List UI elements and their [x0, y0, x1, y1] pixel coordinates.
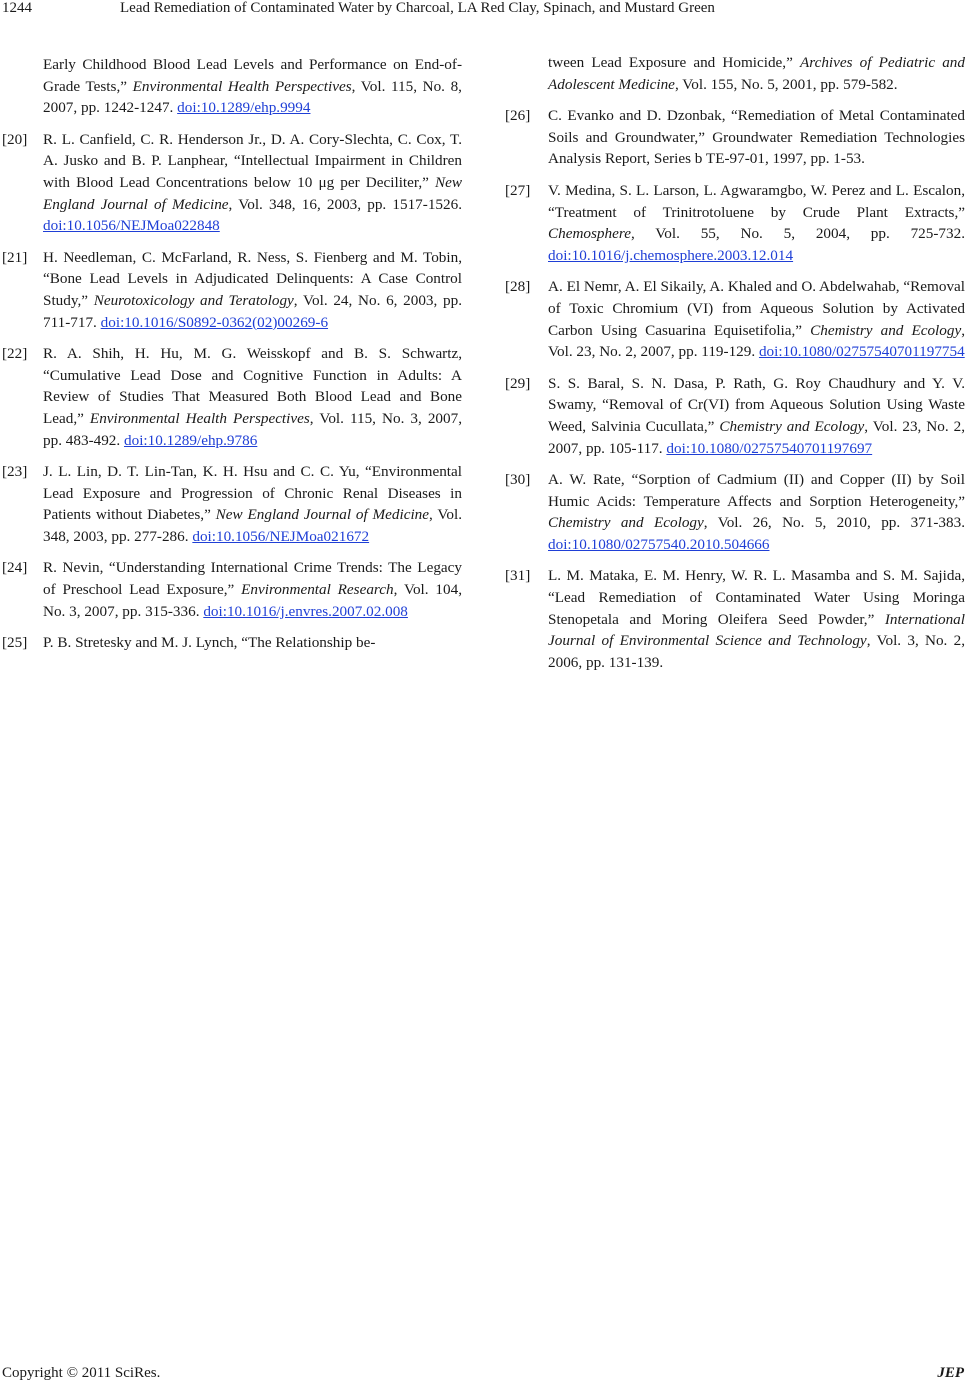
journal-title: Chemistry and Ecology	[548, 514, 704, 532]
doi-link[interactable]: doi:10.1016/j.envres.2007.02.008	[203, 602, 408, 620]
reference-details: , Vol. 115, No. 8, 2007, pp. 1242-1247.	[43, 77, 462, 117]
reference-text	[43, 634, 375, 651]
reference-25	[0, 632, 462, 654]
reference-body: S. S. Baral, S. N. Dasa, P. Rath, G. Roy Chaudhury and Y. V. Swamy, “Removal of Cr(VI) from Aqueous Solution Using Waste Weed, Salvinia Cucullata,”	[548, 374, 965, 435]
doi-link[interactable]: doi:10.1080/02757540701197697	[666, 439, 873, 457]
reference-30	[505, 469, 965, 555]
journal-title: Environmental Health Perspectives	[132, 77, 352, 95]
reference-text	[548, 278, 965, 360]
reference-20	[0, 129, 462, 237]
references-left-column	[0, 54, 462, 664]
reference-27	[505, 180, 965, 266]
doi-link[interactable]: doi:10.1056/NEJMoa022848	[43, 217, 220, 235]
reference-body: Early Childhood Blood Lead Levels and Performance on End-of-Grade Tests,”	[43, 56, 462, 95]
reference-number: [30]	[505, 471, 531, 489]
reference-number: [29]	[505, 374, 531, 392]
journal-title: Environmental Research	[241, 581, 394, 599]
reference-body: R. L. Canfield, C. R. Henderson Jr., D. A. Cory-Slechta, C. Cox, T. A. Jusko and B. P. Lanphear, “Intellectual Impairment in Children with Blood Lead Concentrations below 10 μg per Deciliter,”	[43, 130, 462, 191]
reference-number: [23]	[2, 463, 28, 481]
reference-number: [20]	[2, 130, 28, 148]
reference-text	[43, 249, 462, 331]
reference-text	[43, 559, 462, 619]
reference-details: , Vol. 23, No. 2, 2007, pp. 119-129.	[548, 321, 965, 361]
reference-body: tween Lead Exposure and Homicide,”	[548, 54, 800, 71]
reference-body: R. Nevin, “Understanding International Crime Trends: The Legacy of Preschool Lead Exposure,”	[43, 559, 462, 599]
reference-number: [25]	[2, 634, 28, 652]
reference-body: P. B. Stretesky and M. J. Lynch, “The Relationship be-	[43, 634, 376, 652]
reference-details: , Vol. 104, No. 3, 2007, pp. 315-336.	[43, 581, 462, 620]
journal-title: Chemosphere	[548, 225, 631, 243]
reference-text	[548, 567, 965, 670]
reference-28	[505, 276, 965, 362]
journal-abbreviation: JEP	[937, 1365, 964, 1381]
reference-number: [24]	[2, 559, 28, 577]
reference-text	[548, 107, 965, 167]
references-right-column	[505, 52, 965, 683]
doi-link[interactable]: doi:10.1289/ehp.9786	[124, 431, 258, 449]
journal-title: Neurotoxicology and Teratology	[93, 291, 294, 309]
reference-text	[43, 56, 462, 116]
reference-details: , Vol. 55, No. 5, 2004, pp. 725-732.	[630, 225, 965, 243]
reference-number: [22]	[2, 345, 28, 363]
reference-body: A. W. Rate, “Sorption of Cadmium (II) and Copper (II) by Soil Humic Acids: Temperature Affects and Sorption Heterogeneity,”	[548, 471, 965, 510]
journal-title: Chemistry and Ecology	[810, 321, 962, 339]
copyright-notice: Copyright © 2011 SciRes.	[2, 1365, 161, 1381]
reference-body: C. Evanko and D. Dzonbak, “Remediation of Metal Contaminated Soils and Groundwater,” Groundwater Remediation Technologies Analysis Report, Series b TE-97-01, 1997, pp. 1-53.	[548, 107, 965, 168]
reference-details: , Vol. 115, No. 3, 2007, pp. 483-492.	[43, 409, 462, 449]
reference-24	[0, 557, 462, 622]
doi-link[interactable]: doi:10.1080/02757540701197754	[758, 343, 965, 361]
reference-continued	[505, 52, 965, 95]
reference-text	[43, 463, 462, 545]
reference-text	[548, 182, 965, 264]
journal-title: New England Journal of Medicine	[43, 173, 462, 213]
reference-text	[43, 131, 462, 234]
journal-title: New England Journal of Medicine	[215, 506, 430, 524]
reference-details: , Vol. 348, 16, 2003, pp. 1517-1526.	[228, 195, 462, 213]
reference-details: , Vol. 26, No. 5, 2010, pp. 371-383.	[703, 514, 965, 532]
reference-text	[548, 471, 965, 553]
reference-31	[505, 565, 965, 673]
reference-text	[43, 345, 462, 448]
reference-details: , Vol. 348, 2003, pp. 277-286.	[43, 506, 463, 545]
reference-26	[505, 105, 965, 170]
journal-title: International Journal of Environmental Science and Technology	[548, 610, 965, 650]
reference-body: H. Needleman, C. McFarland, R. Ness, S. Fienberg and M. Tobin, “Bone Lead Levels in Adjudicated Delinquents: A Case Control Study,”	[43, 248, 462, 309]
reference-29	[505, 373, 965, 459]
reference-number: [27]	[505, 181, 531, 199]
journal-title: Archives of Pediatric and Adolescent Medicine	[548, 54, 965, 93]
page-number: 1244	[2, 0, 32, 16]
reference-text	[548, 54, 965, 93]
reference-body: A. El Nemr, A. El Sikaily, A. Khaled and O. Abdelwahab, “Removal of Toxic Chromium (VI) from Aqueous Solution by Activated Carbon Using Casuarina Equisetifolia,”	[548, 278, 965, 339]
doi-link[interactable]: doi:10.1056/NEJMoa021672	[192, 527, 370, 545]
reference-body: J. L. Lin, D. T. Lin-Tan, K. H. Hsu and C. C. Yu, “Environmental Lead Exposure and Progression of Chronic Renal Diseases in Patients without Diabetes,”	[43, 463, 462, 524]
reference-body: L. M. Mataka, E. M. Henry, W. R. L. Masamba and S. M. Sajida, “Lead Remediation of Contaminated Water Using Moringa Stenopetala and Moring Oleifera Seed Powder,”	[548, 567, 965, 628]
doi-link[interactable]: doi:10.1016/j.chemosphere.2003.12.014	[548, 246, 794, 264]
reference-continued	[0, 54, 462, 119]
reference-number: [28]	[505, 278, 531, 296]
journal-title: Chemistry and Ecology	[719, 417, 865, 435]
reference-details: , Vol. 23, No. 2, 2007, pp. 105-117.	[548, 417, 966, 457]
reference-number: [21]	[2, 248, 28, 266]
reference-body: R. A. Shih, H. Hu, M. G. Weisskopf and B. S. Schwartz, “Cumulative Lead Dose and Cognitive Function in Adults: A Review of Studies That Measured Both Blood Lead and Bone Lead,”	[43, 345, 462, 427]
reference-22	[0, 343, 462, 451]
doi-link[interactable]: doi:10.1289/ehp.9994	[177, 99, 311, 117]
reference-details: , Vol. 24, No. 6, 2003, pp. 711-717.	[43, 291, 463, 331]
running-title: Lead Remediation of Contaminated Water by Charcoal, LA Red Clay, Spinach, and Mustard Green	[120, 0, 715, 16]
reference-21	[0, 247, 462, 333]
reference-details: , Vol. 3, No. 2, 2006, pp. 131-139.	[548, 632, 966, 671]
reference-details: , Vol. 155, No. 5, 2001, pp. 579-582.	[674, 75, 898, 93]
doi-link[interactable]: doi:10.1080/02757540.2010.504666	[548, 535, 770, 553]
doi-link[interactable]: doi:10.1016/S0892-0362(02)00269-6	[100, 313, 329, 331]
reference-number: [26]	[505, 107, 531, 125]
reference-23	[0, 461, 462, 547]
reference-number: [31]	[505, 567, 531, 585]
reference-text	[548, 375, 965, 457]
journal-title: Environmental Health Perspectives	[89, 409, 310, 427]
reference-body: V. Medina, S. L. Larson, L. Agwaramgbo, W. Perez and L. Escalon, “Treatment of Trinitrotoluene by Crude Plant Extracts,”	[548, 181, 965, 221]
